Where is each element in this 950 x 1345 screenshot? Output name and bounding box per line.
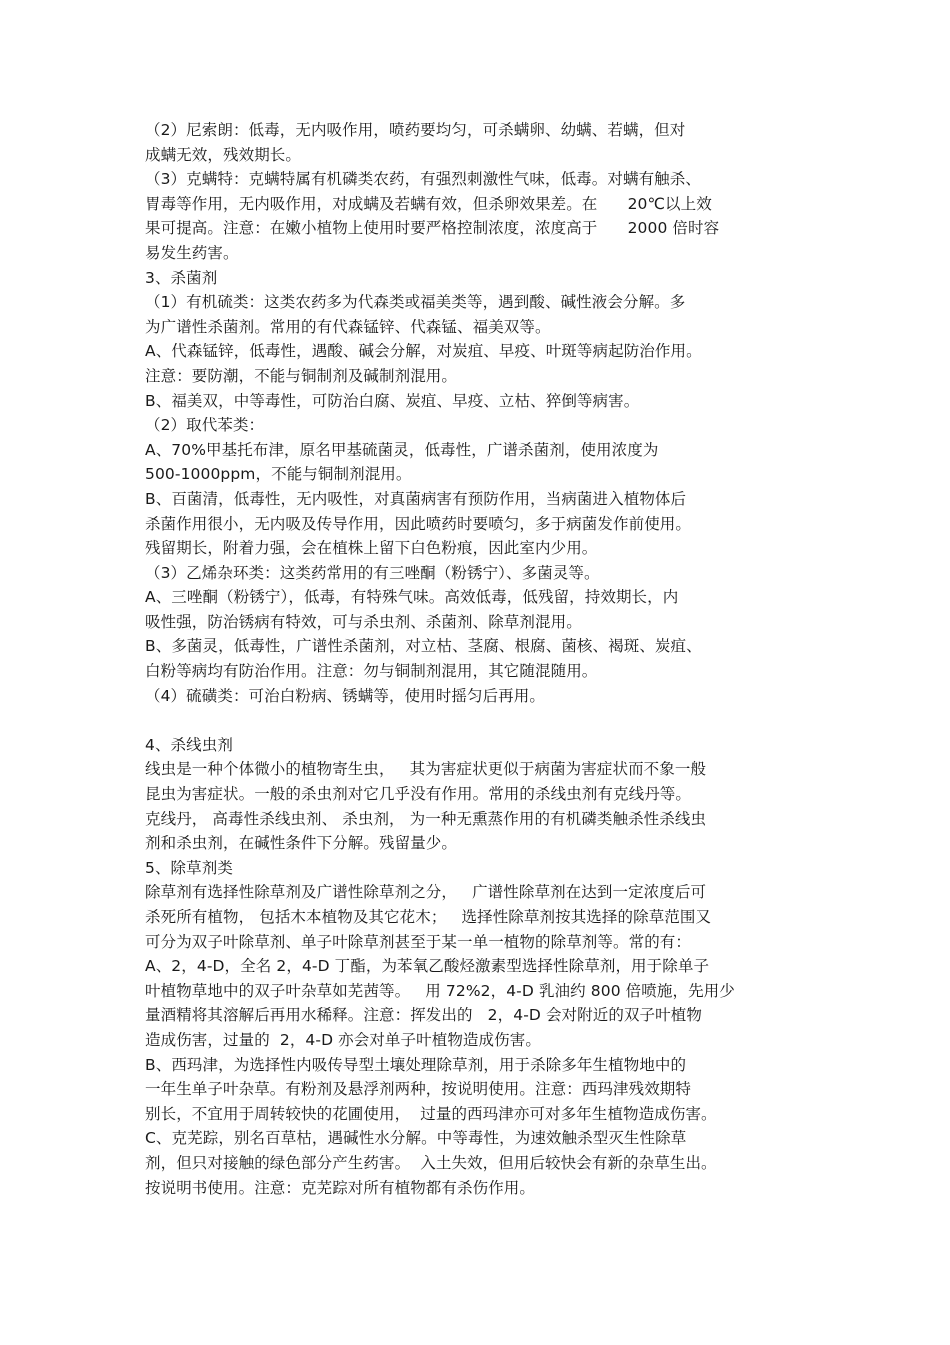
text-line: A、70%甲基托布津，原名甲基硫菌灵，低毒性，广谱杀菌剂，使用浓度为	[145, 440, 659, 459]
text-line: 造成伤害，过量的 2，4-D 亦会对单子叶植物造成伤害。	[145, 1030, 541, 1049]
text-line: 5、除草剂类	[145, 858, 233, 877]
text-line: B、多菌灵，低毒性，广谱性杀菌剂，对立枯、茎腐、根腐、菌核、褐斑、炭疽、	[145, 637, 702, 656]
text-line: 别长，不宜用于周转较快的花圃使用， 过量的西玛津亦可对多年生植物造成伤害。	[145, 1104, 717, 1123]
text-line: C、克芜踪，别名百草枯，遇碱性水分解。中等毒性，为速效触杀型灭生性除草	[145, 1129, 687, 1148]
text-line: 杀菌作用很小，无内吸及传导作用，因此喷药时要喷匀，多于病菌发作前使用。	[145, 514, 692, 533]
text-line: （3）克螨特：克螨特属有机磷类农药，有强烈刺激性气味，低毒。对螨有触杀、	[145, 170, 701, 189]
text-line: （3）乙烯杂环类：这类药常用的有三唑酮（粉锈宁）、多菌灵等。	[145, 563, 600, 582]
text-line: 除草剂有选择性除草剂及广谱性除草剂之分， 广谱性除草剂在达到一定浓度后可	[145, 883, 707, 902]
document-body	[145, 118, 815, 1200]
text-line: B、西玛津，为选择性内吸传导型土壤处理除草剂，用于杀除多年生植物地中的	[145, 1055, 687, 1074]
text-line: A、代森锰锌，低毒性，遇酸、碱会分解，对炭疽、早疫、叶斑等病起防治作用。	[145, 342, 702, 361]
text-line: 成螨无效，残效期长。	[145, 145, 302, 164]
text-line: 注意：要防潮，不能与铜制剂及碱制剂混用。	[145, 366, 458, 385]
text-line: 残留期长，附着力强，会在植株上留下白色粉痕，因此室内少用。	[145, 539, 598, 558]
text-line: 剂，但只对接触的绿色部分产生药害。 入土失效，但用后较快会有新的杂草生出。	[145, 1153, 717, 1172]
text-line: 白粉等病均有防治作用。注意：勿与铜制剂混用，其它随混随用。	[145, 662, 598, 681]
text-line	[145, 708, 815, 733]
text-line: （2）尼索朗：低毒，无内吸作用，喷药要均匀，可杀螨卵、幼螨、若螨，但对	[145, 121, 686, 139]
text-line: 昆虫为害症状。一般的杀虫剂对它几乎没有作用。常用的杀线虫剂有克线丹等。	[145, 785, 692, 804]
text-line: A、2，4-D，全名 2，4-D 丁酯，为苯氧乙酸烃激素型选择性除草剂，用于除单子	[145, 957, 710, 976]
text-line: 吸性强，防治锈病有特效，可与杀虫剂、杀菌剂、除草剂混用。	[145, 612, 582, 631]
text-line: 杀死所有植物， 包括木本植物及其它花木； 选择性除草剂按其选择的除草范围又	[145, 908, 712, 926]
text-line: 剂和杀虫剂，在碱性条件下分解。残留量少。	[145, 834, 458, 853]
text-line: 一年生单子叶杂草。有粉剂及悬浮剂两种，按说明使用。注意：西玛津残效期特	[145, 1080, 692, 1099]
text-line: B、百菌清，低毒性，无内吸性，对真菌病害有预防作用，当病菌进入植物体后	[145, 489, 687, 508]
text-line: B、福美双，中等毒性，可防治白腐、炭疽、早疫、立枯、猝倒等病害。	[145, 391, 640, 410]
text-line: A、三唑酮（粉锈宁），低毒，有特殊气味。高效低毒，低残留，持效期长，内	[145, 588, 679, 607]
text-line: 胃毒等作用，无内吸作用，对成螨及若螨有效，但杀卵效果差。在 20℃以上效	[145, 194, 712, 213]
text-line: （4）硫磺类：可治白粉病、锈螨等，使用时摇匀后再用。	[145, 686, 545, 705]
text-line: 叶植物草地中的双子叶杂草如芜茜等。 用 72%2，4-D 乳油约 800 倍喷施，先用少	[145, 981, 735, 1000]
text-line: 500-1000ppm，不能与铜制剂混用。	[145, 465, 412, 484]
text-line: （2）取代苯类：	[145, 416, 265, 435]
text-line: 克线丹， 高毒性杀线虫剂、 杀虫剂， 为一种无熏蒸作用的有机磷类触杀性杀线虫	[145, 809, 707, 828]
text-line: 为广谱性杀菌剂。常用的有代森锰锌、代森锰、福美双等。	[145, 317, 551, 336]
text-line: 量酒精将其溶解后再用水稀释。注意：挥发出的 2，4-D 会对附近的双子叶植物	[145, 1006, 702, 1025]
text-line: 易发生药害。	[145, 243, 239, 262]
text-line: （1）有机硫类：这类农药多为代森类或福美类等，遇到酸、碱性液会分解。多	[145, 293, 686, 312]
text-line: 果可提高。注意：在嫩小植物上使用时要严格控制浓度，浓度高于 2000 倍时容	[145, 219, 720, 238]
text-line: 可分为双子叶除草剂、单子叶除草剂甚至于某一单一植物的除草剂等。常的有：	[145, 932, 692, 951]
text-line: 3、杀菌剂	[145, 268, 218, 287]
text-line: 按说明书使用。注意：克芜踪对所有植物都有杀伤作用。	[145, 1178, 536, 1197]
text-line: 4、杀线虫剂	[145, 735, 233, 754]
text-line: 线虫是一种个体微小的植物寄生虫， 其为害症状更似于病菌为害症状而不象一般	[145, 760, 707, 779]
